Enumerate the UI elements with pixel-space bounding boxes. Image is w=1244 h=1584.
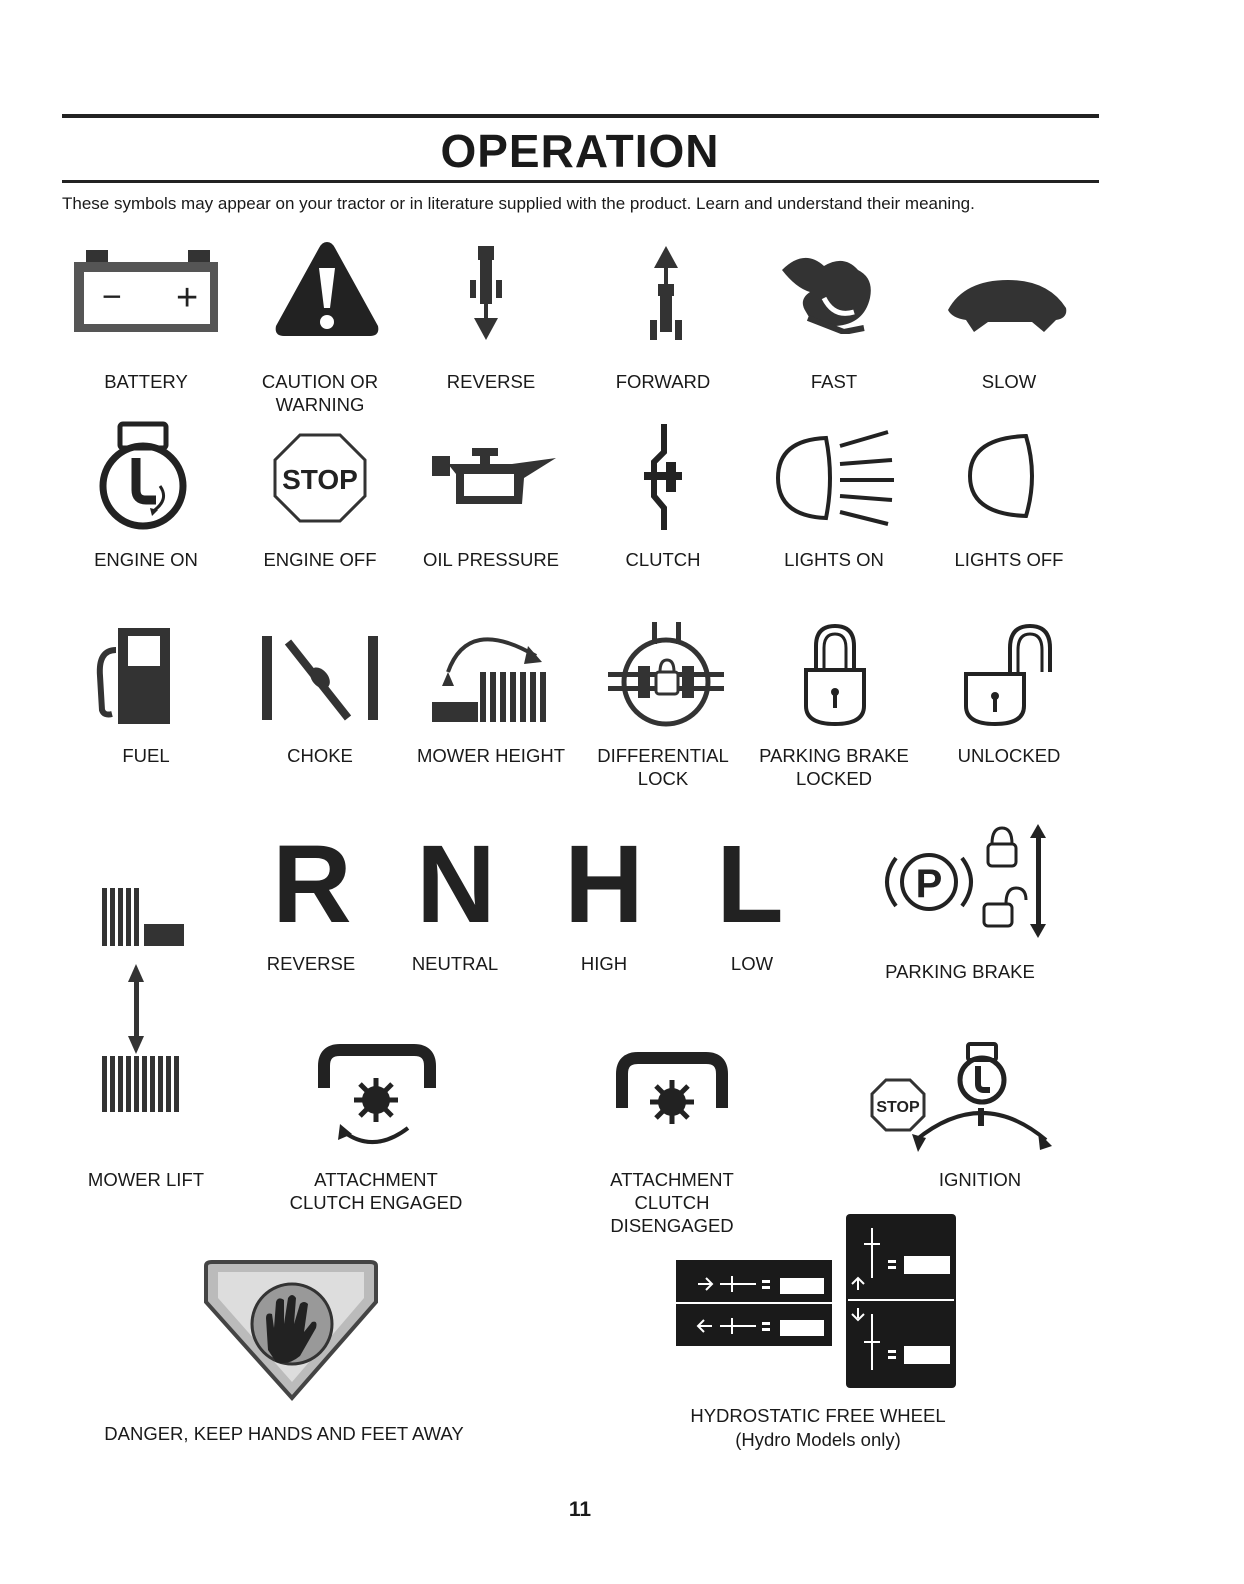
reverse-label: REVERSE — [446, 371, 536, 392]
fuel-label: FUEL — [122, 745, 170, 766]
turtle-icon — [944, 276, 1072, 336]
mower-lift-label: MOWER LIFT — [87, 1169, 205, 1190]
danger-label: DANGER, KEEP HANDS AND FEET AWAY — [104, 1423, 464, 1444]
warning-icon — [272, 238, 382, 340]
clutch-icon — [640, 422, 686, 532]
padlock-open-icon — [960, 620, 1060, 730]
reverse-arrow-icon — [466, 244, 506, 344]
fuel-pump-icon — [94, 626, 176, 726]
oil-can-icon — [428, 444, 564, 510]
hand-hazard-icon — [200, 1258, 382, 1402]
padlock-closed-icon — [800, 620, 870, 730]
svg-text:P: P — [915, 862, 943, 906]
ignition-label: IGNITION — [938, 1169, 1022, 1190]
svg-text:STOP: STOP — [876, 1099, 920, 1116]
forward-label: FORWARD — [615, 371, 711, 392]
mower-height-label: MOWER HEIGHT — [417, 745, 565, 766]
headlight-off-icon — [966, 432, 1040, 520]
intro-text: These symbols may appear on your tractor or in literature supplied with the product. Learn and understand their meaning. — [62, 194, 975, 213]
stop-sign-icon — [272, 432, 368, 524]
engine-off-label: ENGINE OFF — [263, 549, 377, 570]
attachment-clutch-engaged-icon — [314, 1044, 440, 1148]
mower-lift-icon — [98, 884, 190, 1120]
differential-lock-icon — [604, 620, 728, 730]
battery-label: BATTERY — [104, 371, 188, 392]
attachment-clutch-disengaged-icon — [612, 1052, 732, 1138]
gear-reverse-label: REVERSE — [266, 953, 356, 974]
attachment-disengaged-label: ATTACHMENT CLUTCH DISENGAGED — [610, 1169, 734, 1236]
title-rule — [62, 180, 1099, 183]
svg-text:+: + — [176, 277, 199, 319]
choke-icon — [258, 632, 382, 724]
oil-pressure-label: OIL PRESSURE — [422, 549, 560, 570]
fast-label: FAST — [810, 371, 858, 392]
page-number: 11 — [568, 1498, 592, 1521]
gear-neutral-letter: N — [416, 823, 496, 946]
slow-label: SLOW — [981, 371, 1037, 392]
differential-lock-label: DIFFERENTIAL LOCK — [597, 745, 729, 789]
gear-high-letter: H — [564, 823, 644, 946]
parking-brake-icon — [876, 822, 1060, 940]
headlight-on-icon — [774, 418, 898, 530]
parking-brake-label: PARKING BRAKE — [885, 961, 1035, 982]
ignition-icon — [866, 1040, 1058, 1160]
rabbit-icon — [774, 248, 884, 334]
gear-low-label: LOW — [730, 953, 774, 974]
unlocked-label: UNLOCKED — [957, 745, 1061, 766]
parking-brake-locked-label: PARKING BRAKE LOCKED — [759, 745, 909, 789]
svg-text:−: − — [102, 278, 122, 316]
gear-reverse-letter: R — [272, 823, 352, 946]
forward-arrow-icon — [646, 244, 686, 344]
engine-on-label: ENGINE ON — [94, 549, 198, 570]
gear-low-letter: L — [716, 823, 784, 946]
attachment-engaged-label: ATTACHMENT CLUTCH ENGAGED — [289, 1169, 463, 1213]
hydro-sublabel: (Hydro Models only) — [735, 1429, 901, 1450]
clutch-label: CLUTCH — [625, 549, 701, 570]
engine-on-icon — [88, 420, 198, 530]
gear-high-label: HIGH — [580, 953, 628, 974]
lights-off-label: LIGHTS OFF — [954, 549, 1064, 570]
hydro-freewheel-decal-icon — [676, 1214, 958, 1388]
lights-on-label: LIGHTS ON — [784, 549, 884, 570]
top-rule — [62, 114, 1099, 118]
caution-label: CAUTION OR WARNING — [261, 371, 379, 415]
battery-icon — [70, 250, 222, 336]
gear-neutral-label: NEUTRAL — [411, 953, 499, 974]
page-title: OPERATION — [440, 125, 720, 177]
mower-height-icon — [428, 616, 556, 728]
hydro-label: HYDROSTATIC FREE WHEEL — [690, 1405, 946, 1426]
svg-text:STOP: STOP — [282, 464, 358, 495]
choke-label: CHOKE — [287, 745, 353, 766]
